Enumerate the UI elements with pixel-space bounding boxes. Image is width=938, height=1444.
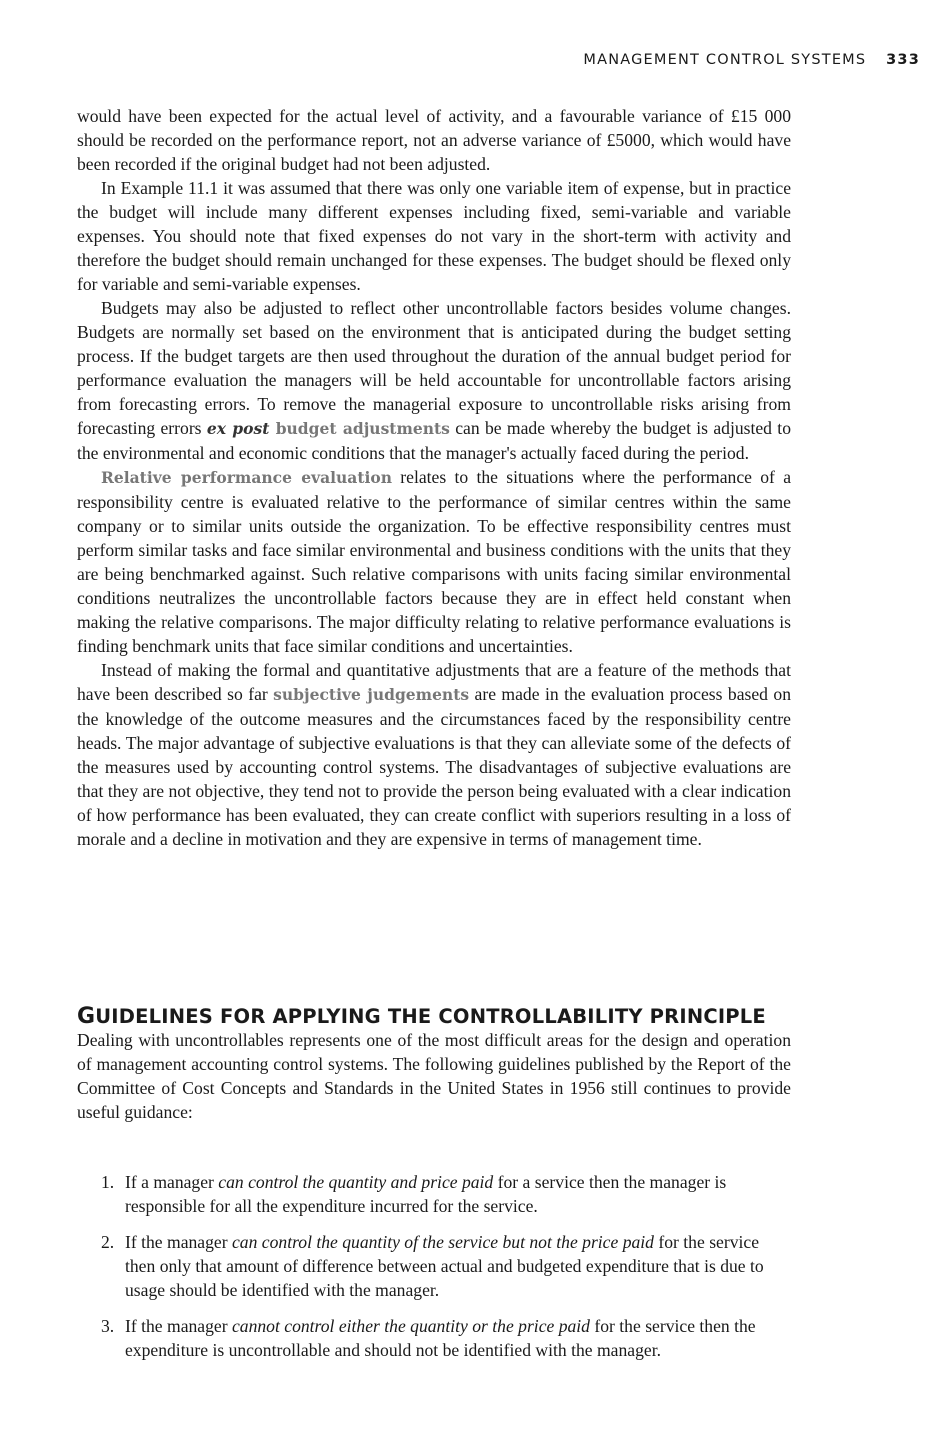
paragraph-intro: Dealing with uncontrollables represents one of the most difficult areas for the design and operation of management accounting control systems. The following guidelines published by the Report of the Committee of Cost Concepts and Standards in the United States in 1956 still continues to provide useful guidance: <box>77 1030 791 1122</box>
running-header <box>583 52 920 68</box>
list-text: for a service then the manager is responsible for all the expenditure incurred for the service. <box>125 1172 727 1216</box>
paragraph-relative-performance <box>77 465 791 658</box>
paragraph-text: can be made whereby the budget is adjusted to the environmental and economic conditions that the manager's actually faced during the period. <box>77 418 791 463</box>
list-text: If a manager <box>125 1172 219 1192</box>
keyword-subjective-judgements: subjective judgements <box>273 685 470 704</box>
keyword-budget-adjustments: budget adjustments <box>269 419 450 438</box>
list-item <box>77 1170 791 1218</box>
paragraph-text: are made in the evaluation process based on the knowledge of the outcome measures and the circumstances faced by the responsibility centre heads. The major advantage of subjective evaluations is that they can alleviate some of the defects of the measures used by accounting control systems. The disadvantages of subjective evaluations are that they are not objective, they tend not to provide the person being evaluated with a clear indication of how performance has been evaluated, they can create conflict with superiors resulting in a loss of morale and a decline in motivation and they are expensive in terms of management time. <box>77 684 791 849</box>
running-title: MANAGEMENT CONTROL SYSTEMS <box>583 52 867 68</box>
keyword-relative-performance-evaluation: Relative performance evaluation <box>101 468 392 487</box>
list-emphasis: cannot control either the quantity or the price paid <box>231 1316 590 1336</box>
list-text: for the service then the expenditure is uncontrollable and should not be identified with the manager. <box>125 1316 756 1360</box>
page-number: 333 <box>886 52 920 68</box>
section-intro-text <box>77 1028 791 1124</box>
list-text: for the service then only that amount of difference between actual and budgeted expenditure that is due to usage should be identified with the manager. <box>125 1232 764 1300</box>
paragraph-subjective-judgements <box>77 658 791 851</box>
list-number: 3. <box>101 1316 115 1336</box>
section-heading-text: UIDELINES FOR APPLYING THE CONTROLLABILITY PRINCIPLE <box>95 1005 766 1028</box>
list-number: 1. <box>101 1172 115 1192</box>
list-item <box>77 1230 791 1302</box>
list-text: If the manager <box>125 1316 232 1336</box>
paragraph-text: Budgets may also be adjusted to reflect other uncontrollable factors besides volume changes. Budgets are normally set based on the environment that is anticipated during the budget setting process. If the budget targets are then used throughout the duration of the annual budget period for performance evaluation the managers will be held accountable for uncontrollable factors arising from forecasting errors. To remove the managerial exposure to uncontrollable risks arising from forecasting errors <box>77 298 791 438</box>
list-emphasis: can control the quantity and price paid <box>218 1172 494 1192</box>
guidelines-list <box>77 1170 791 1374</box>
paragraph-continued: would have been expected for the actual level of activity, and a favourable variance of £15 000 should be recorded on the performance report, not an adverse variance of £5000, which would have been recorded if the original budget had not been adjusted. <box>77 106 791 174</box>
main-body-text <box>77 104 791 851</box>
list-emphasis: can control the quantity of the service but not the price paid <box>231 1232 654 1252</box>
paragraph-text: relates to the situations where the performance of a responsibility centre is evaluated relative to the performance of similar centres within the same company or to similar units outside the organization. To be effective responsibility centres must perform similar tasks and face similar environmental and business conditions with the units that they are being benchmarked against. Such relative comparisons with units facing similar environmental conditions neutralizes the uncontrollable factors because they are in effect held constant when making the relative comparisons. The major difficulty relating to relative performance evaluations is finding benchmark units that face similar conditions and uncertainties. <box>77 467 791 656</box>
section-heading-initial: G <box>77 1004 96 1029</box>
paragraph-ex-post-adjustments <box>77 296 791 465</box>
section-heading <box>77 1004 857 1029</box>
list-text: If the manager <box>125 1232 232 1252</box>
list-item <box>77 1314 791 1362</box>
list-number: 2. <box>101 1232 115 1252</box>
keyword-ex-post: ex post <box>206 419 270 438</box>
paragraph-flexible-budget: In Example 11.1 it was assumed that there was only one variable item of expense, but in practice the budget will include many different expenses including fixed, semi-variable and variable expenses. You should note that fixed expenses do not vary in the short-term with activity and therefore the budget should remain unchanged for these expenses. The budget should be flexed only for variable and semi-variable expenses. <box>77 178 791 294</box>
paragraph-text: Instead of making the formal and quantitative adjustments that are a feature of the methods that have been described so far <box>77 660 791 704</box>
